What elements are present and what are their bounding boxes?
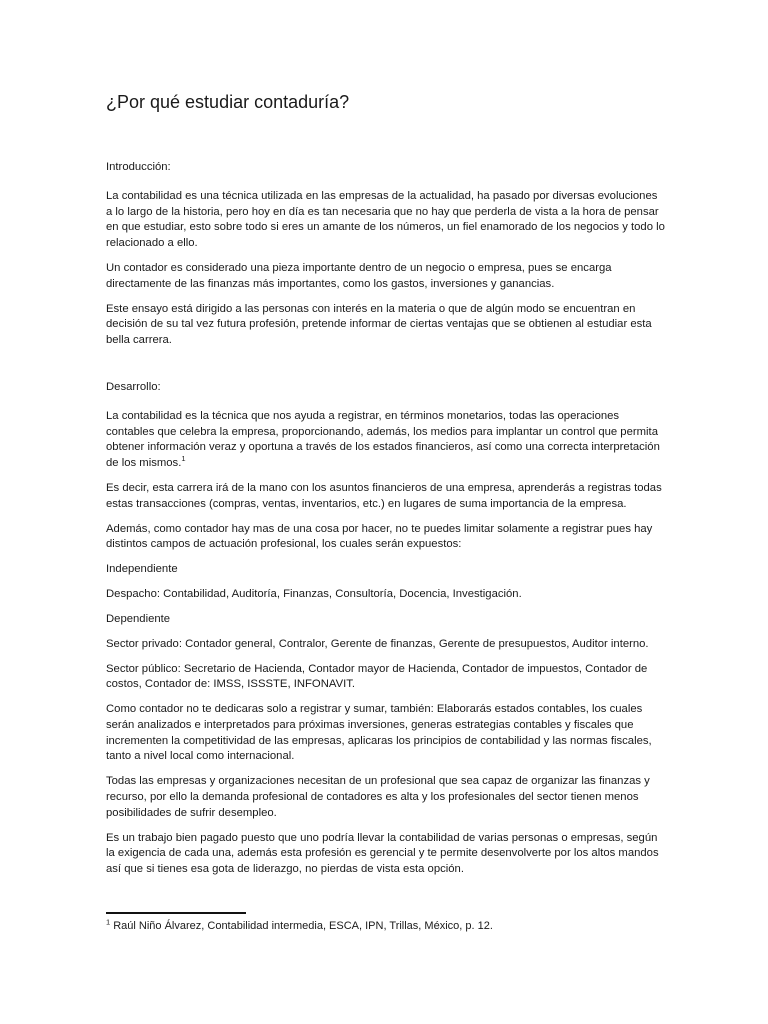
field-category-independent: Independiente: [106, 563, 178, 576]
intro-paragraph: Un contador es considerado una pieza importante dentro de un negocio o empresa, pues se encarga directamente de las finanzas más importantes, como los gastos, inversiones y ganancias.: [106, 262, 612, 290]
field-category-dependent: Dependiente: [106, 612, 171, 625]
development-paragraph: [106, 409, 666, 472]
intro-paragraph: La contabilidad es una técnica utilizada en las empresas de la actualidad, ha pasado por diversas evoluciones a lo largo de la historia, pero hoy en día es tan necesaria que no hay que perderla de vista a la hora de pensar en que estudiar, esto sobre todo si eres un amante de los números, un fiel enamorado de los negocios y todo lo relacionado a ello.: [106, 190, 665, 250]
development-heading: Desarrollo:: [106, 381, 161, 393]
intro-paragraph: Este ensayo está dirigido a las personas con interés en la materia o que de algún modo se encuentran en decisión de su tal vez futura profesión, pretende informar de ciertas ventajas que se obtienen al estudiar esta bella carrera.: [106, 302, 652, 346]
field-list-item: Despacho: Contabilidad, Auditoría, Finanzas, Consultoría, Docencia, Investigación.: [106, 588, 522, 601]
development-paragraph-text: La contabilidad es la técnica que nos ayuda a registrar, en términos monetarios, todas las operaciones contables que celebra la empresa, proporcionando, además, los medios para implantar un control que permita obtener información veraz y oportuna a través de los estados financieros, así como una correcta interpretación de los mismos.: [106, 410, 660, 470]
footnote-separator: [106, 912, 246, 914]
development-paragraph: Todas las empresas y organizaciones necesitan de un profesional que sea capaz de organizar las finanzas y recurso, por ello la demanda profesional de contadores es alta y los profesionales del sector tienen menos posibilidades de sufrir desempleo.: [106, 775, 650, 819]
development-paragraph: Es un trabajo bien pagado puesto que uno podría llevar la contabilidad de varias personas o empresas, según la exigencia de cada una, además esta profesión es gerencial y te permite desenvolverte por los altos mandos así que si tienes esa gota de liderazgo, no pierdas de vista esta opción.: [106, 831, 659, 876]
document-title: ¿Por qué estudiar contaduría?: [106, 92, 350, 112]
footnote: [106, 919, 493, 933]
development-paragraph: Además, como contador hay mas de una cosa por hacer, no te puedes limitar solamente a registrar pues hay distintos campos de actuación profesional, los cuales serán expuestos:: [106, 522, 653, 551]
development-paragraph: Como contador no te dedicaras solo a registrar y sumar, también: Elaborarás estados contables, los cuales serán analizados e interpretados para próximas inversiones, generas estrategias contables y fiscales que incrementen la competitividad de las empresas, aplicaras los principios de contabilidad y las normas fiscales, tanto a nivel local como internacional.: [106, 703, 652, 763]
footnote-text: Raúl Niño Álvarez, Contabilidad intermedia, ESCA, IPN, Trillas, México, p. 12.: [110, 920, 493, 932]
field-list-item: Sector público: Secretario de Hacienda, Contador mayor de Hacienda, Contador de impuestos, Contador de costos, Contador de: IMSS, ISSSTE, INFONAVIT.: [106, 662, 648, 691]
footnote-mark: 1: [106, 917, 111, 927]
field-list-item: Sector privado: Contador general, Contralor, Gerente de finanzas, Gerente de presupuestos, Auditor interno.: [106, 637, 649, 650]
footnote-reference: 1: [181, 454, 186, 464]
development-section: [106, 380, 666, 887]
introduction-heading: Introducción:: [106, 161, 171, 173]
introduction-section: [106, 160, 666, 358]
development-paragraph: Es decir, esta carrera irá de la mano con los asuntos financieros de una empresa, aprenderás a registras todas estas transacciones (compras, ventas, inventarios, etc.) en lugares de suma importancia de la empresa.: [106, 482, 662, 510]
